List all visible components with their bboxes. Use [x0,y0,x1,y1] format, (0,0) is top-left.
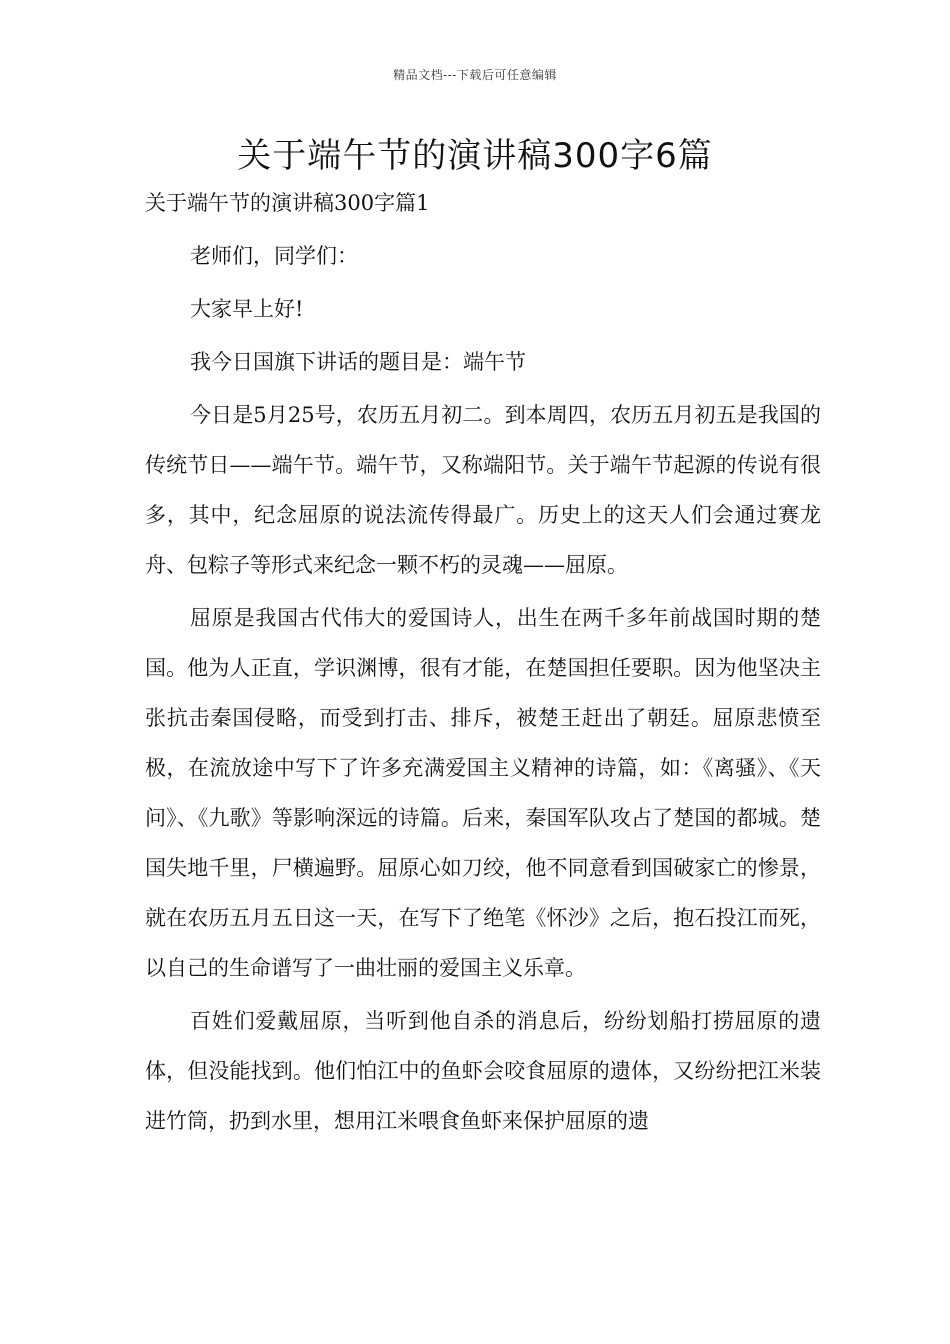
paragraph-topic: 我今日国旗下讲话的题目是：端午节 [190,350,526,374]
document-body [145,231,821,1149]
section-heading: 关于端午节的演讲稿300字篇1 [145,191,430,215]
paragraph-morning: 大家早上好! [190,297,304,321]
paragraph-qu-yuan: 屈原是我国古代伟大的爱国诗人，出生在两千多年前战国时期的楚国。他为人正直，学识渊博，很有才能，在楚国担任要职。因为他坚决主张抗击秦国侵略，而受到打击、排斥，被楚王赶出了朝廷。屈原悲愤至极，在流放途中写下了许多充满爱国主义精神的诗篇，如：《离骚》、《天问》、《九歌》等影响深远的诗篇。后来，秦国军队攻占了楚国的都城。楚国失地千里，尸横遍野。屈原心如刀绞，他不同意看到国破家亡的惨景，就在农历五月五日这一天，在写下了绝笔《怀沙》之后，抱石投江而死，以自己的生命谱写了一曲壮丽的爱国主义乐章。 [145,606,821,980]
paragraph-people: 百姓们爱戴屈原，当听到他自杀的消息后，纷纷划船打捞屈原的遗体，但没能找到。他们怕江中的鱼虾会咬食屈原的遗体，又纷纷把江米装进竹筒，扔到水里，想用江米喂食鱼虾来保护屈原的遗 [145,1009,821,1133]
document-title: 关于端午节的演讲稿300字6篇 [237,136,713,176]
header-note: 精品文档---下载后可任意编辑 [393,68,557,82]
paragraph-intro: 今日是5月25号，农历五月初二。到本周四，农历五月初五是我国的传统节日——端午节。端午节，又称端阳节。关于端午节起源的传说有很多，其中，纪念屈原的说法流传得最广。历史上的这天人们会通过赛龙舟、包粽子等形式来纪念一颗不朽的灵魂——屈原。 [145,403,821,577]
paragraph-greeting: 老师们，同学们： [190,244,358,268]
